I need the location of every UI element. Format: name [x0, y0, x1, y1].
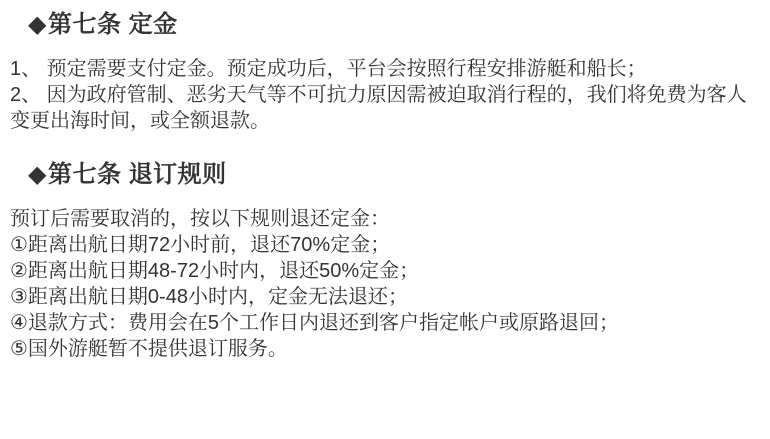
- refund-rules-block: [10, 206, 762, 362]
- refund-rule-1: ①距离出航日期72小时前，退还70%定金；: [10, 234, 391, 256]
- refund-rule-2: ②距离出航日期48-72小时内，退还50%定金；: [10, 260, 420, 282]
- refund-rule-4: ④退款方式：费用会在5个工作日内退还到客户指定帐户或原路退回；: [10, 312, 620, 334]
- deposit-term-line-1: 1、 预定需要支付定金。预定成功后，平台会按照行程安排游艇和船长；: [10, 58, 647, 80]
- refund-rules-intro: 预订后需要取消的，按以下规则退还定金：: [10, 208, 390, 230]
- diamond-bullet-icon: ◆: [28, 161, 47, 188]
- deposit-terms-block: [10, 56, 762, 134]
- refund-section-heading: [28, 160, 227, 190]
- deposit-section-heading: [28, 10, 178, 40]
- diamond-bullet-icon: ◆: [28, 11, 47, 38]
- deposit-section-heading-text: 第七条 定金: [47, 11, 178, 38]
- refund-rule-5: ⑤国外游艇暂不提供退订服务。: [10, 338, 288, 360]
- refund-rule-3: ③距离出航日期0-48小时内，定金无法退还；: [10, 286, 408, 308]
- deposit-term-line-3: 变更出海时间，或全额退款。: [10, 110, 270, 132]
- deposit-term-line-2: 2、 因为政府管制、恶劣天气等不可抗力原因需被迫取消行程的，我们将免费为客人: [10, 84, 747, 106]
- refund-section-heading-text: 第七条 退订规则: [47, 161, 227, 188]
